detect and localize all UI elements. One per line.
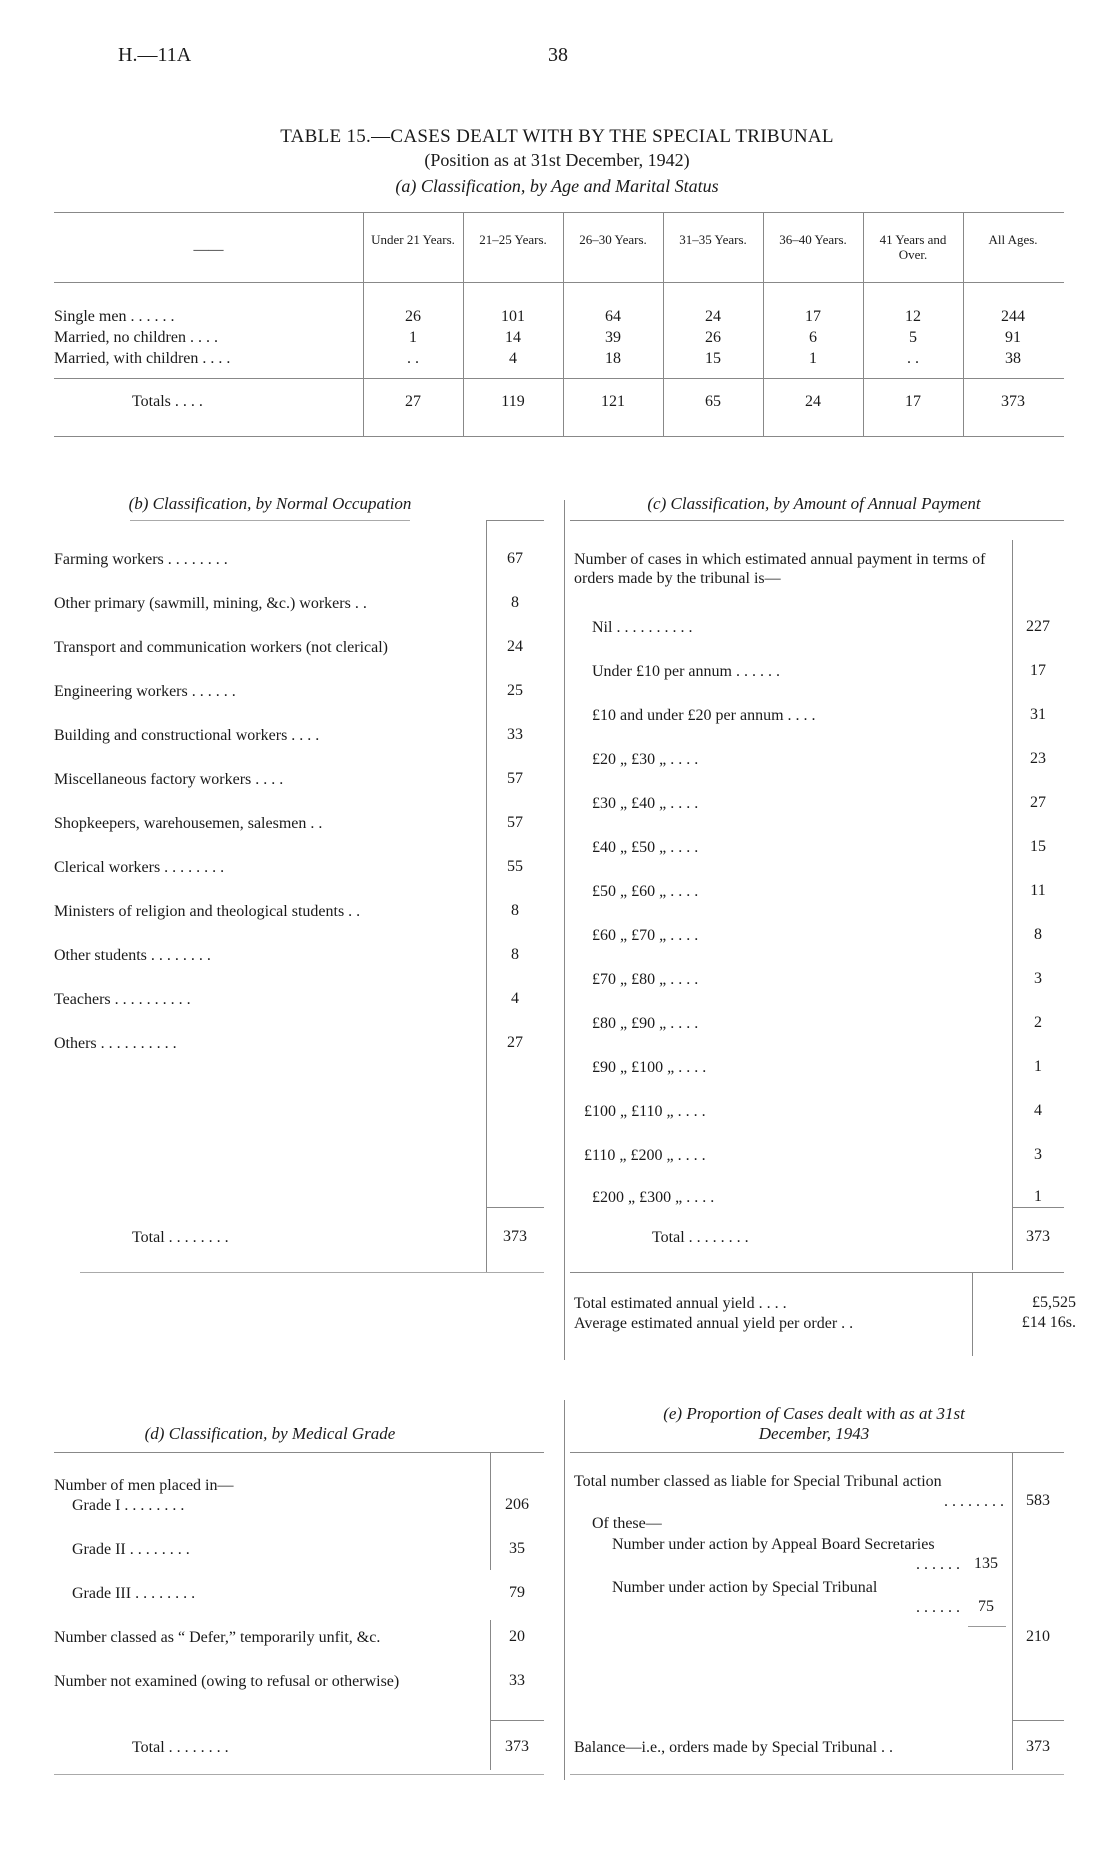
payment-label: Nil . . . . . . . . . . — [592, 619, 693, 636]
occupation-value: 8 — [511, 902, 519, 919]
col-header: 41 Years and Over. — [879, 232, 947, 262]
total-label: Total . . . . . . . . — [132, 1739, 229, 1756]
payment-value: 1 — [1034, 1188, 1042, 1205]
appeal-board-value: 135 — [974, 1555, 998, 1572]
col-header: 36–40 Years. — [779, 232, 847, 247]
subtotal-value: 210 — [1026, 1628, 1050, 1645]
col-header: All Ages. — [988, 232, 1038, 247]
grade-value: 206 — [505, 1496, 529, 1513]
defer-label: Number classed as “ Defer,” temporarily unfit, &c. — [54, 1629, 381, 1646]
balance-label: Balance—i.e., orders made by Special Tribunal . . — [574, 1739, 894, 1756]
occupation-value: 67 — [507, 550, 523, 567]
page-number: 38 — [548, 44, 568, 66]
payment-label: £90 „ £100 „ . . . . — [592, 1059, 707, 1076]
cell: 6 — [809, 329, 817, 346]
occupation-label: Teachers . . . . . . . . . . — [54, 991, 191, 1008]
payment-label: £100 „ £110 „ . . . . — [584, 1103, 706, 1120]
occupation-label: Miscellaneous factory workers . . . . — [54, 771, 284, 788]
medical-intro: Number of men placed in— — [54, 1477, 234, 1494]
cell: 14 — [505, 329, 521, 346]
payment-label: £30 „ £40 „ . . . . — [592, 795, 699, 812]
liable-dots: . . . . . . . . — [944, 1493, 1004, 1510]
total-value: 373 — [505, 1738, 529, 1755]
payment-value: 17 — [1030, 662, 1046, 679]
not-examined-value: 33 — [509, 1672, 525, 1689]
occupation-label: Ministers of religion and theological students . . — [54, 903, 361, 920]
payment-value: 31 — [1030, 706, 1046, 723]
occupation-value: 25 — [507, 682, 523, 699]
occupation-label: Transport and communication workers (not clerical) — [54, 639, 388, 656]
cell: 4 — [509, 350, 517, 367]
occupation-label: Others . . . . . . . . . . — [54, 1035, 177, 1052]
of-these-label: Of these— — [592, 1515, 662, 1532]
payment-label: £80 „ £90 „ . . . . — [592, 1015, 699, 1032]
page-reference: H.—11A — [118, 44, 192, 66]
occupation-value: 4 — [511, 990, 519, 1007]
appeal-board-dots: . . . . . . — [916, 1556, 960, 1573]
cell: 24 — [705, 308, 721, 325]
occupation-value: 27 — [507, 1034, 523, 1051]
occupation-value: 8 — [511, 946, 519, 963]
occupation-label: Engineering workers . . . . . . — [54, 683, 236, 700]
occupation-label: Clerical workers . . . . . . . . — [54, 859, 225, 876]
occupation-label: Other primary (sawmill, mining, &c.) workers . . — [54, 595, 367, 612]
total-cell: 27 — [405, 393, 421, 410]
total-cell: 65 — [705, 393, 721, 410]
cell: 15 — [705, 350, 721, 367]
payment-value: 15 — [1030, 838, 1046, 855]
occupation-value: 33 — [507, 726, 523, 743]
payment-value: 4 — [1034, 1102, 1042, 1119]
payment-label: £10 and under £20 per annum . . . . — [592, 707, 816, 724]
cell: 18 — [605, 350, 621, 367]
grade-label: Grade I . . . . . . . . — [72, 1497, 185, 1514]
total-cell: 24 — [805, 393, 821, 410]
section-d-title: (d) Classification, by Medical Grade — [144, 1424, 396, 1443]
yield-label: Total estimated annual yield . . . . — [574, 1295, 787, 1312]
grade-value: 35 — [509, 1540, 525, 1557]
payment-value: 11 — [1030, 882, 1046, 899]
total-cell: 17 — [905, 393, 921, 410]
payment-label: £70 „ £80 „ . . . . — [592, 971, 699, 988]
occupation-value: 57 — [507, 770, 523, 787]
cell: 26 — [405, 308, 421, 325]
cell: 17 — [805, 308, 821, 325]
cell: 38 — [1005, 350, 1021, 367]
cell: . . — [907, 350, 919, 367]
total-cell: 121 — [601, 393, 625, 410]
total-value: 373 — [1026, 1228, 1050, 1245]
occupation-value: 55 — [507, 858, 523, 875]
payment-label: £50 „ £60 „ . . . . — [592, 883, 699, 900]
yield-value: £14 16s. — [1021, 1314, 1076, 1331]
special-tribunal-dots: . . . . . . — [916, 1599, 960, 1616]
payment-label: £110 „ £200 „ . . . . — [584, 1147, 706, 1164]
col-header: 31–35 Years. — [679, 232, 747, 247]
payment-label: £60 „ £70 „ . . . . — [592, 927, 699, 944]
liable-label: Total number classed as liable for Special Tribunal action — [574, 1473, 942, 1490]
cell: 39 — [605, 329, 621, 346]
special-tribunal-value: 75 — [978, 1598, 994, 1615]
section-a-title: (a) Classification, by Age and Marital Status — [395, 176, 719, 196]
section-b-title: (b) Classification, by Normal Occupation — [128, 494, 412, 513]
total-label: Total . . . . . . . . — [132, 1229, 229, 1246]
not-examined-label: Number not examined (owing to refusal or otherwise) — [54, 1673, 400, 1690]
occupation-value: 24 — [507, 638, 523, 655]
cell: 5 — [909, 329, 917, 346]
appeal-board-label: Number under action by Appeal Board Secretaries — [612, 1536, 935, 1553]
payment-label: £200 „ £300 „ . . . . — [592, 1189, 715, 1206]
occupation-label: Other students . . . . . . . . — [54, 947, 211, 964]
cell: 244 — [1001, 308, 1025, 325]
table-title: TABLE 15.—CASES DEALT WITH BY THE SPECIAL TRIBUNAL — [280, 126, 834, 147]
cell: 101 — [501, 308, 525, 325]
table-a-corner: —— — [193, 242, 224, 258]
defer-value: 20 — [509, 1628, 525, 1645]
payment-value: 3 — [1034, 970, 1042, 987]
payment-label: Under £10 per annum . . . . . . — [592, 663, 780, 680]
grade-value: 79 — [509, 1584, 525, 1601]
row-label: Single men . . . . . . — [54, 308, 175, 325]
grade-label: Grade III . . . . . . . . — [72, 1585, 196, 1602]
liable-value: 583 — [1026, 1492, 1050, 1509]
totals-label: Totals . . . . — [132, 393, 203, 410]
col-header: 21–25 Years. — [479, 232, 547, 247]
section-e-title: (e) Proportion of Cases dealt with as at 31st December, 1943 — [663, 1404, 965, 1443]
occupation-value: 8 — [511, 594, 519, 611]
payment-value: 8 — [1034, 926, 1042, 943]
payment-value: 2 — [1034, 1014, 1042, 1031]
total-cell: 373 — [1001, 393, 1025, 410]
row-label: Married, with children . . . . — [54, 350, 231, 367]
yield-label: Average estimated annual yield per order . . — [574, 1315, 854, 1332]
balance-value: 373 — [1026, 1738, 1050, 1755]
total-label: Total . . . . . . . . — [652, 1229, 749, 1246]
cell: 1 — [409, 329, 417, 346]
col-header: 26–30 Years. — [579, 232, 647, 247]
occupation-label: Building and constructional workers . . . . — [54, 727, 320, 744]
payment-label: £40 „ £50 „ . . . . — [592, 839, 699, 856]
yield-value: £5,525 — [1032, 1294, 1076, 1311]
total-value: 373 — [503, 1228, 527, 1245]
section-c-intro: Number of cases in which estimated annual payment in terms of orders made by the tribunal is— — [574, 551, 986, 587]
cell: 64 — [605, 308, 621, 325]
occupation-label: Farming workers . . . . . . . . — [54, 551, 228, 568]
payment-value: 23 — [1030, 750, 1046, 767]
total-cell: 119 — [501, 393, 525, 410]
table-subtitle: (Position as at 31st December, 1942) — [424, 150, 690, 170]
cell: 26 — [705, 329, 721, 346]
payment-value: 1 — [1034, 1058, 1042, 1075]
col-header: Under 21 Years. — [371, 232, 455, 247]
section-c-title: (c) Classification, by Amount of Annual Payment — [647, 494, 981, 513]
special-tribunal-label: Number under action by Special Tribunal — [612, 1579, 878, 1596]
occupation-label: Shopkeepers, warehousemen, salesmen . . — [54, 815, 323, 832]
row-label: Married, no children . . . . — [54, 329, 218, 346]
payment-value: 3 — [1034, 1146, 1042, 1163]
cell: 1 — [809, 350, 817, 367]
payment-value: 27 — [1030, 794, 1046, 811]
cell: 91 — [1005, 329, 1021, 346]
payment-value: 227 — [1026, 618, 1050, 635]
occupation-value: 57 — [507, 814, 523, 831]
cell: . . — [407, 350, 419, 367]
grade-label: Grade II . . . . . . . . — [72, 1541, 190, 1558]
cell: 12 — [905, 308, 921, 325]
payment-label: £20 „ £30 „ . . . . — [592, 751, 699, 768]
